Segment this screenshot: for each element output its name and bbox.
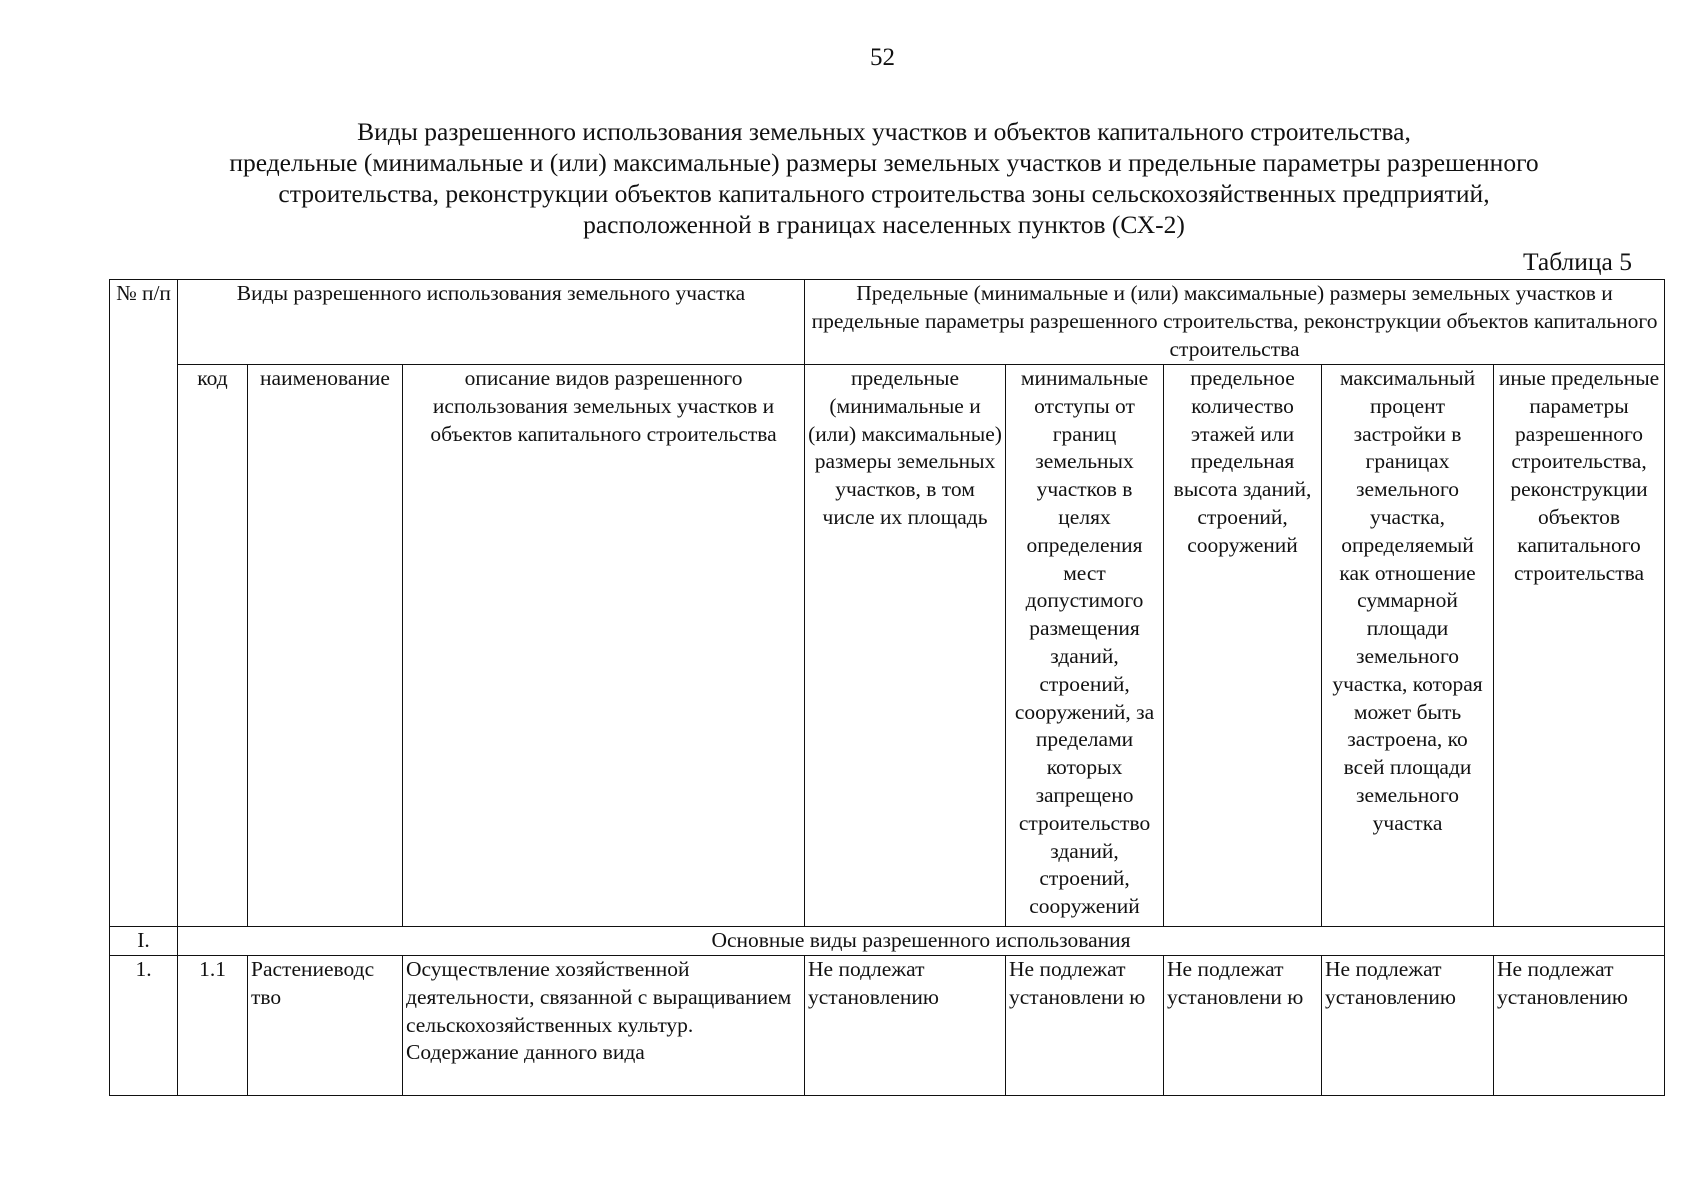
page-number: 52 <box>870 44 895 71</box>
row-setbacks: Не подлежат установлени ю <box>1006 956 1164 1096</box>
row-name: Растениеводс тво <box>248 956 403 1096</box>
header-row-group <box>110 280 1665 365</box>
table-row <box>110 956 1665 1096</box>
row-other: Не подлежат установлению <box>1494 956 1665 1096</box>
header-num: № п/п <box>110 280 178 927</box>
row-coverage: Не подлежат установлению <box>1322 956 1494 1096</box>
document-title <box>110 116 1658 240</box>
header-other: иные предельные параметры разрешенного строительства, реконструкции объектов капитального строительства <box>1494 365 1665 927</box>
title-line-4: расположенной в границах населенных пунктов (СХ-2) <box>583 210 1185 239</box>
header-name: наименование <box>248 365 403 927</box>
title-line-1: Виды разрешенного использования земельных участков и объектов капитального строительства, <box>357 117 1411 146</box>
table-label: Таблица 5 <box>1522 247 1632 276</box>
header-floors: предельное количество этажей или предельная высота зданий, строений, сооружений <box>1164 365 1322 927</box>
row-code: 1.1 <box>178 956 248 1096</box>
zoning-table <box>109 279 1665 1096</box>
header-group-right: Предельные (минимальные и (или) максимальные) размеры земельных участков и предельные параметры разрешенного строительства, реконструкции объектов капитального строительства <box>805 280 1665 365</box>
title-line-2: предельные (минимальные и (или) максимальные) размеры земельных участков и предельные параметры разрешенного <box>229 148 1539 177</box>
header-plot-size: предельные (минимальные и (или) максимальные) размеры земельных участков, в том числе их площадь <box>805 365 1006 927</box>
header-code: код <box>178 365 248 927</box>
row-num: 1. <box>110 956 178 1096</box>
row-description: Осуществление хозяйственной деятельности, связанной с выращиванием сельскохозяйственных культур. Содержание данного вида <box>403 956 805 1096</box>
header-description: описание видов разрешенного использования земельных участков и объектов капитального строительства <box>403 365 805 927</box>
section-num: I. <box>110 927 178 956</box>
header-row-columns <box>110 365 1665 927</box>
title-line-3: строительства, реконструкции объектов капитального строительства зоны сельскохозяйственных предприятий, <box>278 179 1490 208</box>
row-plot-size: Не подлежат установлению <box>805 956 1006 1096</box>
row-floors: Не подлежат установлени ю <box>1164 956 1322 1096</box>
section-row <box>110 927 1665 956</box>
header-group-left: Виды разрешенного использования земельного участка <box>178 280 805 365</box>
section-label: Основные виды разрешенного использования <box>178 927 1665 956</box>
header-coverage: максимальный процент застройки в границах земельного участка, определяемый как отношение суммарной площади земельного участка, которая может быть застроена, ко всей площади земельного участка <box>1322 365 1494 927</box>
header-setbacks: минимальные отступы от границ земельных участков в целях определения мест допустимого размещения зданий, строений, сооружений, за пределами которых запрещено строительство зданий, строений, сооружений <box>1006 365 1164 927</box>
